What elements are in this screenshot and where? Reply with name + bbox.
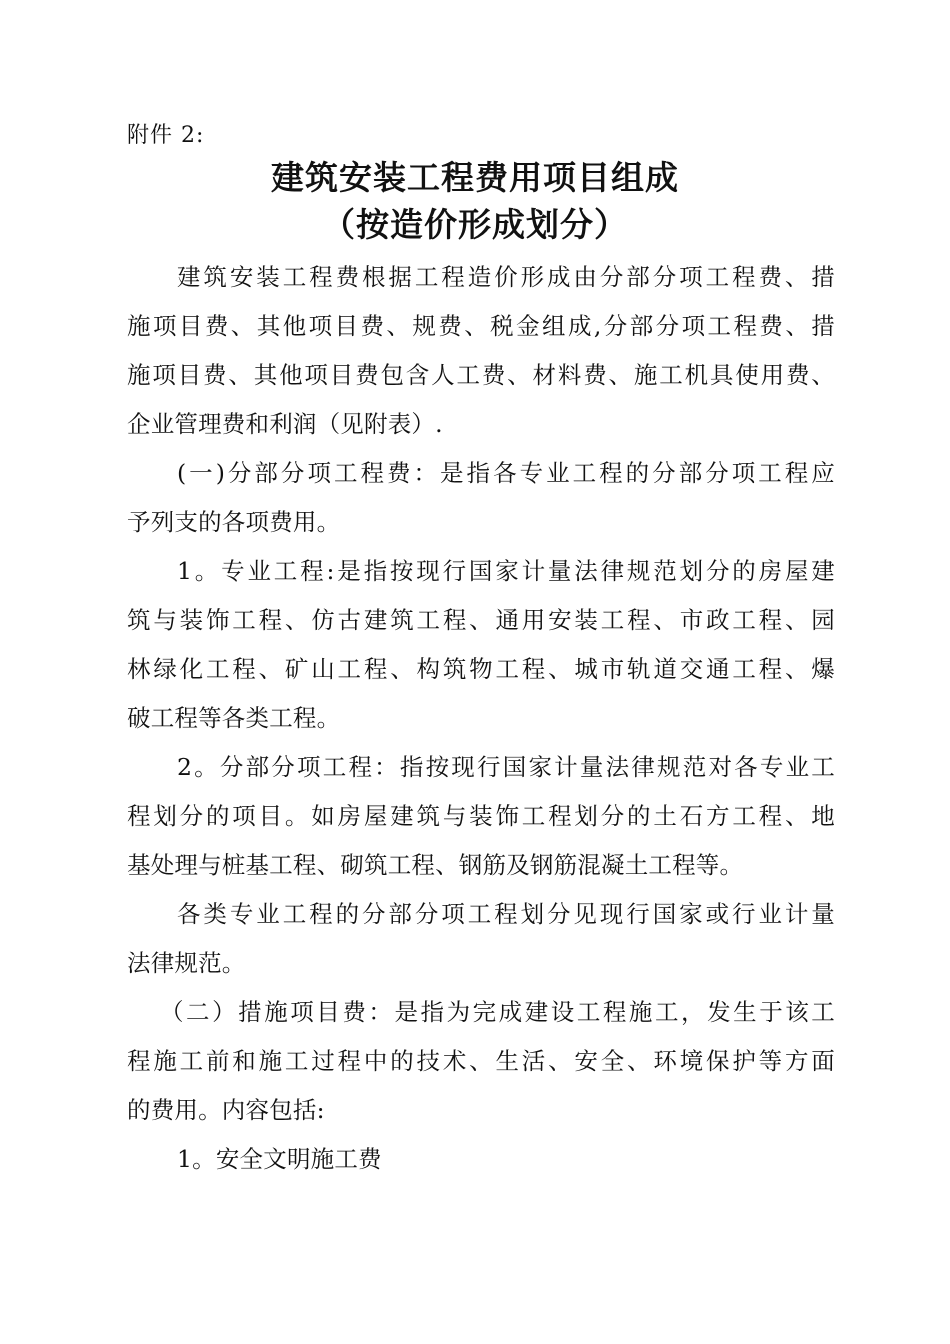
text-line: 程施工前和施工过程中的技术、生活、安全、环境保护等方面 [127,1047,835,1075]
text-line: 破工程等各类工程。 [127,704,341,732]
paragraph-section-2 [127,988,835,1135]
text-line: 企业管理费和利润（见附表）. [127,410,443,438]
paragraph-note [127,890,835,988]
paragraph-item-1 [127,547,835,743]
text-line: 的费用。内容包括: [127,1096,325,1124]
text-line: (一)分部分项工程费：是指各专业工程的分部分项工程应 [177,459,835,487]
paragraph-item-2 [127,743,835,890]
paragraph-intro [127,253,835,449]
text-line: 建筑安装工程费根据工程造价形成由分部分项工程费、措 [177,263,835,291]
text-line: （二）措施项目费：是指为完成建设工程施工，发生于该工 [160,998,835,1026]
attachment-label: 附件 2: [127,123,205,148]
text-line: 2。分部分项工程：指按现行国家计量法律规范对各专业工 [177,753,835,781]
text-line: 各类专业工程的分部分项工程划分见现行国家或行业计量 [177,900,835,928]
text-line: 施项目费、其他项目费、规费、税金组成,分部分项工程费、措 [127,312,835,340]
paragraph-item-safety [127,1135,835,1184]
document-title: 建筑安装工程费用项目组成 [271,158,679,197]
text-line: 施项目费、其他项目费包含人工费、材料费、施工机具使用费、 [127,361,835,389]
text-line: 筑与装饰工程、仿古建筑工程、通用安装工程、市政工程、园 [127,606,835,634]
text-line: 程划分的项目。如房屋建筑与装饰工程划分的土石方工程、地 [127,802,835,830]
document-body [127,253,835,1184]
text-line: 1。专业工程:是指按现行国家计量法律规范划分的房屋建 [177,557,835,585]
paragraph-section-1 [127,449,835,547]
text-line: 基处理与桩基工程、砌筑工程、钢筋及钢筋混凝土工程等。 [127,851,744,879]
text-line: 1。安全文明施工费 [177,1145,382,1173]
text-line: 林绿化工程、矿山工程、构筑物工程、城市轨道交通工程、爆 [127,655,835,683]
text-line: 予列支的各项费用。 [127,508,341,536]
text-line: 法律规范。 [127,949,246,977]
document-subtitle: （按造价形成划分） [322,205,628,244]
